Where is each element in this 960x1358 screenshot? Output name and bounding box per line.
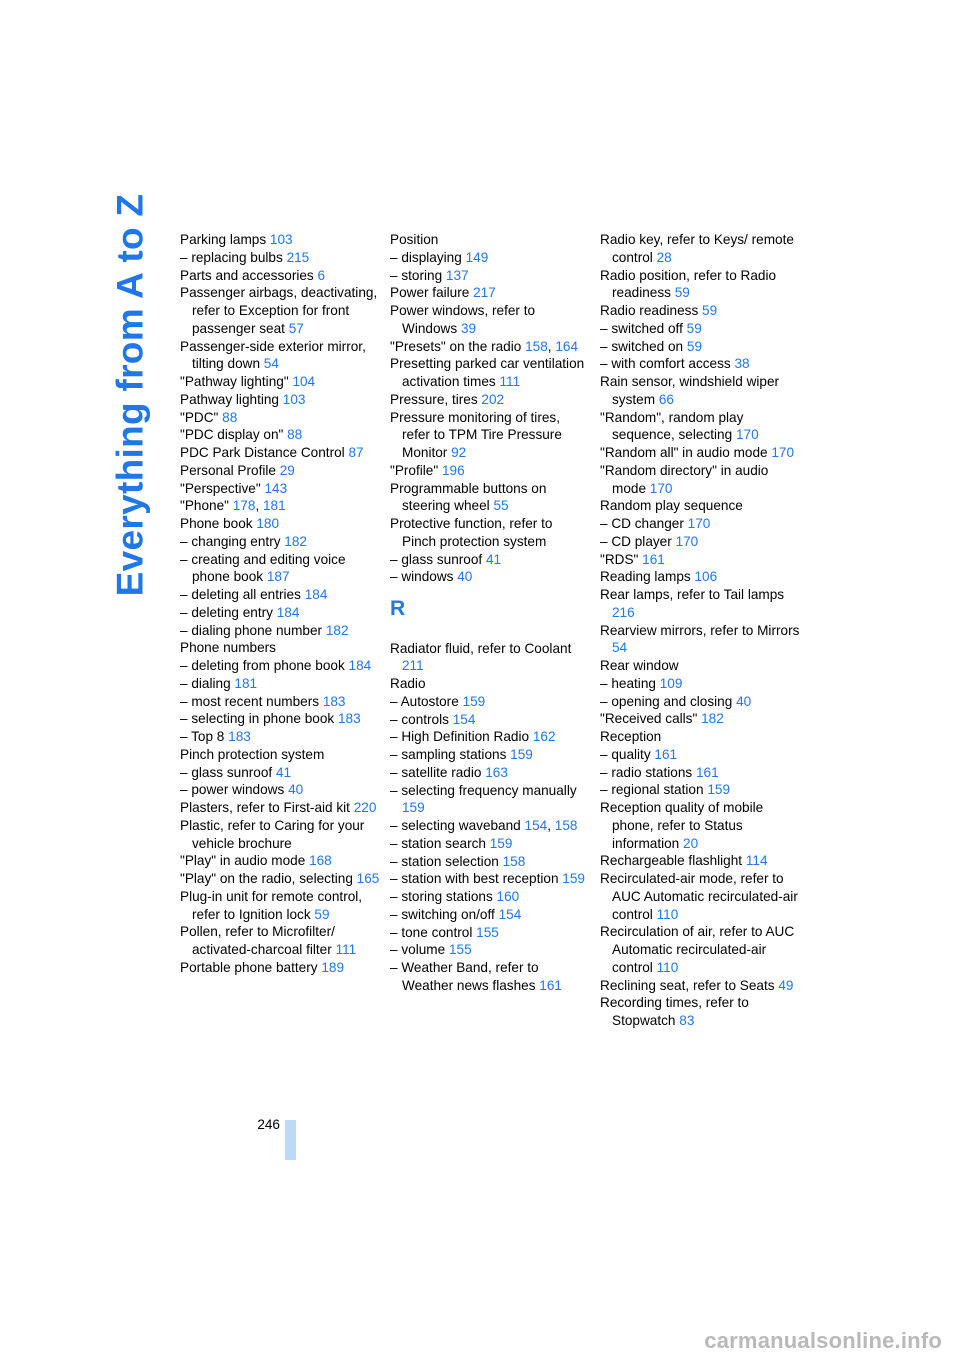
index-entry	[600, 977, 800, 995]
page-reference-link[interactable]: 178	[232, 498, 256, 514]
page-reference-link[interactable]: 180	[256, 516, 280, 531]
index-entry-text: "Presets" on the radio	[390, 338, 522, 354]
page-reference-link[interactable]: 158	[525, 338, 548, 354]
page-reference-link[interactable]: 183	[228, 729, 251, 744]
index-entry-text: Random play sequence	[600, 498, 743, 514]
page-reference-link[interactable]: 184	[276, 604, 300, 620]
index-entry-text: Reception	[600, 729, 662, 744]
page-reference-link[interactable]: 215	[286, 249, 310, 265]
index-entry	[180, 817, 380, 853]
index-entry	[390, 853, 590, 871]
index-entry	[600, 852, 800, 870]
index-entry-text: – glass sunroof	[180, 764, 273, 780]
page-reference-link[interactable]: 29	[279, 462, 295, 478]
index-entry	[180, 426, 380, 444]
index-entry	[600, 657, 800, 675]
index-entry-text: Reception quality of mobile phone, refer to Status information	[600, 800, 764, 851]
index-entry	[180, 391, 380, 409]
index-entry-text: – station with best reception	[390, 871, 559, 887]
page-reference-link[interactable]: 160	[496, 889, 520, 904]
index-entry	[600, 622, 800, 658]
index-entry: "Presets" on the radio 158, 164	[390, 338, 579, 354]
index-entry-text: – sampling stations	[390, 747, 507, 762]
index-entry	[180, 923, 380, 959]
index-entry-text: Radio position, refer to Radio readiness	[600, 267, 777, 301]
page-reference-link[interactable]: 59	[686, 338, 703, 354]
index-entry-text: – radio stations	[600, 764, 693, 780]
index-entry-text: "Pathway lighting"	[180, 374, 289, 389]
index-entry-text: Pinch protection system	[180, 746, 325, 762]
index-entry	[390, 782, 590, 818]
index-entry	[600, 693, 800, 711]
index-column-1	[180, 231, 380, 977]
page-reference-link[interactable]: 211	[402, 658, 424, 674]
page-reference-link[interactable]: 168	[309, 853, 332, 869]
index-entry	[600, 409, 800, 445]
page-reference-link[interactable]: 159	[462, 693, 486, 709]
index-entry-text: – satellite radio	[390, 764, 482, 780]
index-entry-text: – creating and editing voice phone book	[180, 551, 346, 585]
index-entry	[180, 551, 380, 587]
index-entry	[180, 462, 380, 480]
index-entry	[600, 533, 800, 551]
index-entry	[600, 355, 800, 373]
page-reference-link[interactable]: 158	[502, 853, 526, 869]
index-entry-text: Recirculated-air mode, refer to AUC Automatic recirculated-air control	[600, 871, 798, 922]
index-entry-text: Passenger airbags, deactivating, refer to Exception for front passenger seat	[180, 285, 378, 336]
index-entry-text: – station search	[390, 835, 486, 851]
page-reference-link[interactable]: 54	[263, 356, 279, 372]
index-entry	[600, 870, 800, 923]
index-entry	[180, 622, 380, 640]
index-entry-text: Pollen, refer to Microfilter/ activated-charcoal filter	[180, 924, 335, 957]
index-entry	[390, 462, 590, 480]
index-entry-text: – storing	[390, 267, 443, 283]
index-entry-text: – changing entry	[180, 533, 281, 549]
index-entry	[180, 799, 380, 817]
index-entry	[600, 320, 800, 338]
index-entry-text: – controls	[390, 711, 449, 727]
page-reference-link[interactable]: 40	[736, 693, 752, 709]
page-reference-link[interactable]: 104	[292, 374, 316, 389]
index-entry-text: – regional station	[600, 782, 704, 798]
page-reference-link[interactable]: 189	[321, 959, 345, 975]
section-title: Everything from A to Z	[109, 193, 150, 597]
index-entry-text: Plastic, refer to Caring for your vehicle brochure	[180, 817, 365, 851]
page-reference-link[interactable]: 159	[402, 800, 425, 816]
page-reference-link[interactable]: 54	[612, 640, 628, 656]
page-reference-link[interactable]: 111	[335, 942, 357, 957]
index-entry-text: – selecting frequency manually	[390, 782, 577, 798]
index-entry-text: Passenger-side exterior mirror, tilting down	[180, 338, 366, 372]
page-reference-link[interactable]: 6	[317, 267, 326, 283]
index-entry	[390, 888, 590, 906]
index-entry-text: Plasters, refer to First-aid kit	[180, 800, 350, 815]
page-reference-link[interactable]: 154	[498, 906, 522, 922]
page-reference-link[interactable]: 154	[524, 818, 548, 833]
index-entry-text: Pressure, tires	[390, 391, 478, 407]
index-entry-text: "Random all" in audio mode	[600, 445, 768, 460]
index-entry-text: – replacing bulbs	[180, 249, 283, 265]
page-reference-link[interactable]: 181	[263, 498, 286, 514]
index-entry-text: – switched off	[600, 320, 683, 336]
index-entry	[180, 409, 380, 427]
index-entry-text: Pathway lighting	[180, 391, 279, 407]
page-reference-link[interactable]: 40	[457, 569, 473, 585]
index-entry-text: Recording times, refer to Stopwatch	[600, 995, 749, 1028]
index-entry	[390, 515, 590, 551]
index-entry-text: Portable phone battery	[180, 959, 318, 975]
index-entry	[390, 640, 590, 676]
index-entry	[180, 764, 380, 782]
page-reference-link[interactable]: 83	[679, 1013, 695, 1028]
index-entry	[390, 480, 590, 516]
index-entry-text: Pressure monitoring of tires, refer to TPM Tire Pressure Monitor	[390, 409, 562, 460]
index-entry	[600, 568, 800, 586]
index-entry-text: Phone numbers	[180, 640, 276, 656]
index-entry-text: Programmable buttons on steering wheel	[390, 480, 547, 514]
index-entry-text: Rear window	[600, 658, 679, 673]
index-entry: "Phone" 178, 181	[180, 498, 286, 514]
index-entry	[600, 373, 800, 409]
index-entry-text: – CD player	[600, 533, 672, 549]
index-entry-text: – High Definition Radio	[390, 729, 530, 745]
page-reference-link[interactable]: 161	[642, 551, 665, 567]
page-reference-link[interactable]: 110	[656, 959, 679, 975]
index-entry	[600, 746, 800, 764]
page-reference-link[interactable]: 184	[304, 587, 328, 602]
index-letter-heading: R	[390, 597, 406, 620]
index-entry: – selecting waveband 154, 158	[390, 818, 578, 833]
index-entry	[390, 551, 590, 569]
index-entry-text: – quality	[600, 746, 651, 762]
index-entry-text: – Autostore	[390, 693, 459, 709]
index-entry-text: Reading lamps	[600, 569, 691, 585]
page-reference-link[interactable]: 109	[659, 675, 683, 691]
index-entry	[180, 586, 380, 604]
page-reference-link[interactable]: 155	[448, 942, 472, 958]
index-entry-text: – Top 8	[180, 729, 225, 744]
index-entry-text: Radio readiness	[600, 303, 699, 318]
index-entry-text: – volume	[390, 942, 446, 958]
page-reference-link[interactable]: 154	[452, 711, 476, 727]
index-entry	[180, 639, 380, 657]
index-entry	[390, 231, 590, 249]
index-entry-text: – dialing	[180, 675, 231, 691]
page-reference-link[interactable]: 57	[288, 320, 304, 336]
index-entry	[180, 746, 380, 764]
index-entry-text: "Perspective"	[180, 480, 261, 496]
index-entry-text: – most recent numbers	[180, 693, 320, 709]
index-entry	[600, 444, 800, 462]
page-reference-link[interactable]: 170	[735, 427, 759, 443]
index-entry-text: Rain sensor, windshield wiper system	[600, 374, 780, 407]
page-reference-link[interactable]: 158	[554, 818, 578, 833]
index-entry	[390, 409, 590, 462]
page-reference-link[interactable]: 159	[489, 835, 513, 851]
index-entry-text: – tone control	[390, 924, 473, 940]
index-entry-text: – power windows	[180, 782, 285, 798]
index-entry	[600, 799, 800, 852]
page-reference-link[interactable]: 159	[562, 871, 585, 887]
page-reference-link[interactable]: 88	[287, 427, 303, 443]
index-entry	[600, 338, 800, 356]
index-entry-text: "PDC"	[180, 409, 219, 425]
page-reference-link[interactable]: 20	[683, 835, 699, 851]
section-title-vertical	[109, 193, 150, 597]
index-entry-text: Phone book	[180, 516, 253, 531]
index-entry	[600, 267, 800, 303]
index-entry-text: – with comfort access	[600, 356, 731, 372]
page-reference-link[interactable]: 49	[778, 977, 794, 993]
index-entry-text: "PDC display on"	[180, 427, 284, 443]
index-entry	[600, 551, 800, 569]
page-number: 246	[257, 1117, 280, 1132]
page-reference-link[interactable]: 38	[734, 356, 750, 372]
index-entry	[600, 586, 800, 622]
index-entry	[180, 267, 380, 285]
page-reference-link[interactable]: 137	[445, 267, 469, 283]
page-reference-link[interactable]: 28	[656, 249, 672, 265]
index-entry	[390, 284, 590, 302]
index-entry	[600, 231, 800, 267]
index-entry	[180, 249, 380, 267]
index-entry	[180, 444, 380, 462]
index-entry	[390, 835, 590, 853]
index-entry-text: Parking lamps	[180, 232, 267, 247]
page-reference-link[interactable]: 149	[465, 249, 489, 265]
index-entry	[390, 959, 590, 995]
index-entry	[390, 693, 590, 711]
index-entry	[600, 923, 800, 976]
index-entry-text: Plug-in unit for remote control, refer to Ignition lock	[180, 888, 363, 922]
index-entry	[180, 959, 380, 977]
page-reference-link[interactable]: 161	[654, 746, 678, 762]
index-entry-text: – windows	[390, 569, 454, 585]
index-entry-text: Recirculation of air, refer to AUC Automatic recirculated-air control	[600, 924, 795, 975]
index-entry	[180, 373, 380, 391]
index-entry-text: – glass sunroof	[390, 551, 483, 567]
index-entry-text: – CD changer	[600, 516, 684, 531]
index-entry-text: – deleting entry	[180, 604, 273, 620]
page-reference-link[interactable]: 162	[532, 729, 556, 745]
page-reference-link[interactable]: 183	[337, 711, 361, 727]
page-reference-link[interactable]: 163	[485, 764, 508, 780]
index-entry	[600, 781, 800, 799]
page-reference-link[interactable]: 216	[612, 604, 635, 620]
index-entry	[600, 728, 800, 746]
index-entry-text: "RDS"	[600, 551, 639, 567]
index-entry-text: "Random directory" in audio mode	[600, 462, 769, 496]
index-column-3	[600, 231, 800, 1030]
index-entry-text: Rear lamps, refer to Tail lamps	[600, 587, 785, 602]
page-reference-link[interactable]: 165	[356, 871, 380, 886]
index-entry	[390, 568, 590, 586]
index-entry-text: – Weather Band, refer to Weather news flashes	[390, 960, 539, 993]
index-entry-text: – displaying	[390, 249, 462, 265]
page-reference-link[interactable]: 40	[288, 782, 304, 798]
index-entry-text: Radiator fluid, refer to Coolant	[390, 640, 572, 656]
page-reference-link[interactable]: 181	[234, 675, 258, 691]
index-entry	[600, 764, 800, 782]
index-column-2	[390, 231, 590, 995]
page-reference-link[interactable]: 143	[264, 480, 288, 496]
index-entry	[390, 941, 590, 959]
index-entry	[180, 284, 380, 337]
page-reference-link[interactable]: 87	[348, 445, 364, 460]
index-entry-text: Reclining seat, refer to Seats	[600, 977, 775, 993]
index-entry	[390, 728, 590, 746]
index-entry-text: – storing stations	[390, 889, 493, 904]
index-entry-text: Radio	[390, 676, 426, 691]
index-entry	[600, 515, 800, 533]
index-entry-text: Rearview mirrors, refer to Mirrors	[600, 622, 800, 638]
page-reference-link[interactable]: 159	[707, 782, 731, 798]
page-reference-link[interactable]: 59	[674, 285, 690, 301]
page-reference-link[interactable]: 220	[353, 800, 377, 815]
index-entry	[180, 870, 380, 888]
page-reference-link[interactable]: 41	[485, 551, 502, 567]
index-entry	[600, 710, 800, 728]
page-reference-link[interactable]: 110	[656, 906, 679, 922]
page-reference-link[interactable]: 55	[493, 498, 509, 514]
index-entry	[180, 480, 380, 498]
index-entry-text: "Received calls"	[600, 711, 698, 727]
page-reference-link[interactable]: 106	[694, 569, 718, 585]
page-reference-link[interactable]: 159	[510, 747, 533, 762]
index-entry	[390, 924, 590, 942]
index-entry-text: Presetting parked car ventilation activation times	[390, 356, 585, 389]
page-reference-link[interactable]: 66	[658, 391, 674, 407]
index-entry-text: "Play" in audio mode	[180, 853, 306, 869]
index-entry	[600, 675, 800, 693]
index-entry-text: Power failure	[390, 285, 470, 301]
index-entry	[390, 302, 590, 338]
index-entry	[600, 994, 800, 1030]
page-reference-link[interactable]: 164	[555, 338, 579, 354]
page-reference-link[interactable]: 161	[695, 764, 719, 780]
index-entry	[390, 711, 590, 729]
index-entry-text: "Play" on the radio, selecting	[180, 871, 353, 886]
index-entry	[390, 764, 590, 782]
page-reference-link[interactable]: 182	[325, 622, 349, 638]
index-entry-text: – selecting in phone book	[180, 711, 335, 727]
page-reference-link[interactable]: 182	[701, 711, 724, 727]
page-reference-link[interactable]: 41	[275, 764, 292, 780]
index-entry	[180, 533, 380, 551]
index-entry	[180, 604, 380, 622]
page-reference-link[interactable]: 59	[702, 303, 718, 318]
page-reference-link[interactable]: 170	[649, 480, 673, 496]
index-entry	[180, 781, 380, 799]
index-entry	[390, 249, 590, 267]
index-entry	[180, 888, 380, 924]
page-reference-link[interactable]: 59	[686, 320, 702, 336]
index-entry	[600, 462, 800, 498]
index-entry	[390, 906, 590, 924]
index-entry-text: Protective function, refer to Pinch protection system	[390, 516, 553, 549]
index-entry-text: – dialing phone number	[180, 622, 323, 638]
page-reference-link[interactable]: 182	[284, 533, 307, 549]
page-reference-link[interactable]: 103	[282, 391, 306, 407]
page-reference-link[interactable]: 103	[269, 232, 293, 247]
page-reference-link[interactable]: 183	[322, 693, 346, 709]
index-entry-text: – selecting waveband	[390, 818, 521, 833]
index-entry	[390, 675, 590, 693]
index-entry-text: – deleting all entries	[180, 587, 301, 602]
index-entry	[180, 338, 380, 374]
index-entry-text: Parts and accessories	[180, 267, 314, 283]
watermark: carmanualsonline.info	[704, 1328, 942, 1353]
page-reference-link[interactable]: 111	[499, 374, 521, 389]
index-entry	[180, 852, 380, 870]
page-reference-link[interactable]: 202	[481, 391, 505, 407]
index-entry-text: PDC Park Distance Control	[180, 445, 345, 460]
page-reference-link[interactable]: 217	[473, 285, 496, 301]
page-reference-link[interactable]: 170	[675, 533, 699, 549]
index-entry	[390, 391, 590, 409]
page-reference-link[interactable]: 114	[745, 853, 768, 869]
index-entry-text: – switched on	[600, 338, 684, 354]
page-reference-link[interactable]: 170	[771, 445, 795, 460]
page-number-bar	[285, 1120, 296, 1160]
page-reference-link[interactable]: 155	[476, 924, 499, 940]
index-entry-text: – deleting from phone book	[180, 658, 345, 673]
index-entry	[390, 267, 590, 285]
page-reference-link[interactable]: 196	[441, 462, 465, 478]
index-entry-text: Power windows, refer to Windows	[390, 303, 536, 336]
page-reference-link[interactable]: 170	[687, 516, 711, 531]
page-reference-link[interactable]: 92	[451, 445, 467, 460]
index-entry-text: – station selection	[390, 853, 499, 869]
index-entry-text: "Phone"	[180, 498, 229, 514]
index-entry	[180, 710, 380, 728]
index-entry-text: Radio key, refer to Keys/ remote control	[600, 232, 794, 265]
page-reference-link[interactable]: 59	[314, 906, 330, 922]
index-entry	[180, 728, 380, 746]
page-reference-link[interactable]: 161	[539, 977, 562, 993]
index-entry	[180, 515, 380, 533]
index-entry	[180, 693, 380, 711]
index-entry-text: Personal Profile	[180, 462, 276, 478]
index-entry-text: "Profile"	[390, 462, 439, 478]
index-entry-text: "Random", random play sequence, selecting	[600, 409, 744, 443]
index-entry-text: Rechargeable flashlight	[600, 853, 743, 869]
index-entry	[390, 746, 590, 764]
index-entry	[600, 497, 800, 515]
index-entry-text: – heating	[600, 675, 656, 691]
index-entry	[390, 355, 590, 391]
page-reference-link[interactable]: 187	[266, 569, 290, 585]
index-entry-text: – switching on/off	[390, 906, 495, 922]
index-entry	[600, 302, 800, 320]
index-entry	[180, 231, 380, 249]
index-entry-text: – opening and closing	[600, 693, 733, 709]
page-reference-link[interactable]: 88	[222, 409, 238, 425]
index-entry	[180, 675, 380, 693]
page-reference-link[interactable]: 184	[348, 658, 372, 673]
index-entry	[390, 870, 590, 888]
page-reference-link[interactable]: 39	[460, 320, 477, 336]
index-entry	[180, 657, 380, 675]
index-entry-text: Position	[390, 232, 439, 247]
